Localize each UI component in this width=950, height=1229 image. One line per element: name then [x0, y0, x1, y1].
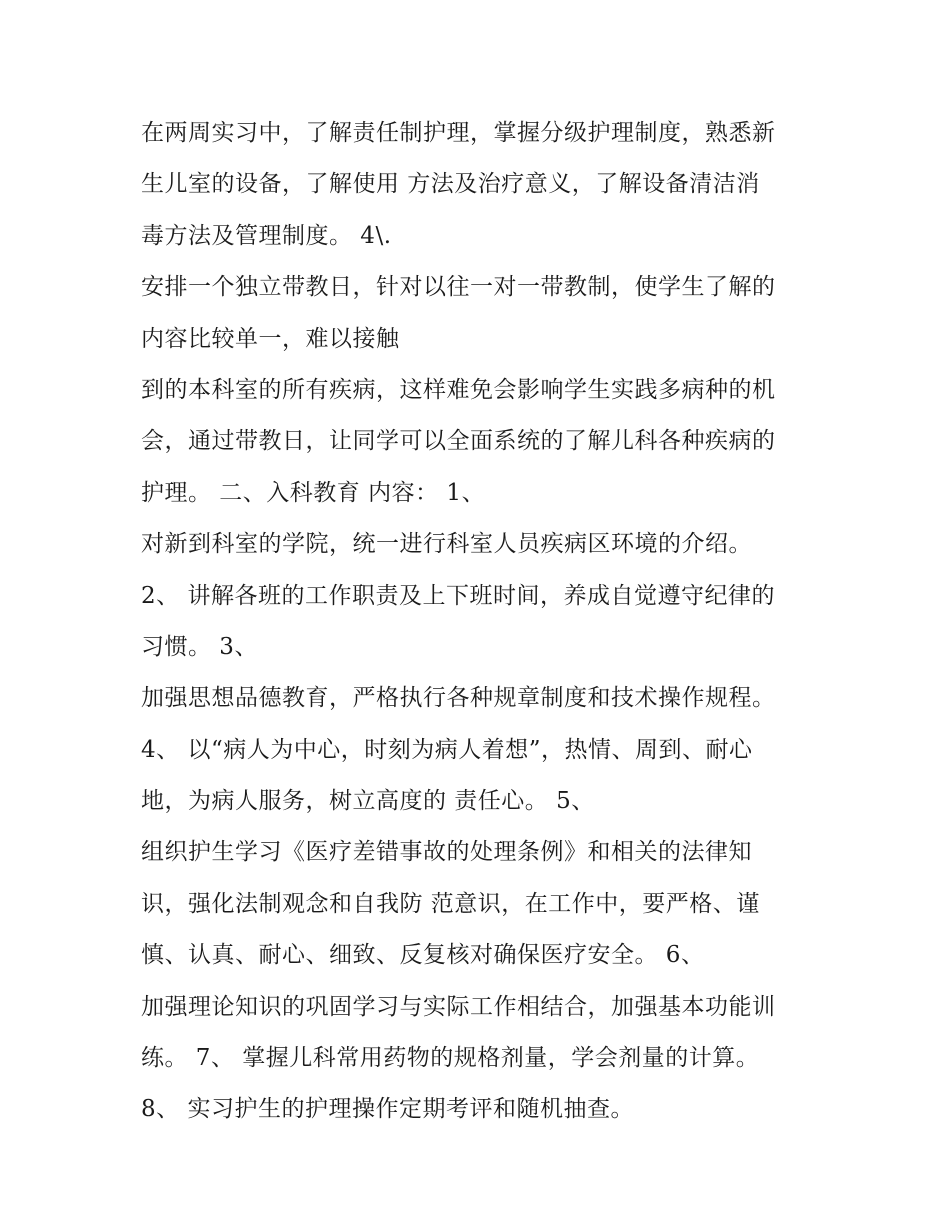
text-line: 习惯。 3、 [141, 633, 258, 660]
text-line: 练。 7、 掌握儿科常用药物的规格剂量，学会剂量的计算。 [141, 1045, 760, 1072]
text-line: 对新到科室的学院，统一进行科室人员疾病区环境的介绍。 [141, 531, 752, 558]
text-line: 生儿室的设备，了解使用 方法及治疗意义，了解设备清洁消 [141, 171, 760, 198]
text-line: 到的本科室的所有疾病，这样难免会影响学生实践多病种的机 [141, 376, 776, 403]
text-line: 加强思想品德教育，严格执行各种规章制度和技术操作规程。 [141, 685, 776, 712]
text-line: 组织护生学习《医疗差错事故的处理条例》和相关的法律知 [141, 839, 752, 866]
document-body [141, 108, 831, 1136]
text-line: 会，通过带教日，让同学可以全面系统的了解儿科各种疾病的 [141, 428, 776, 455]
text-line: 2、 讲解各班的工作职责及上下班时间，养成自觉遵守纪律的 [141, 582, 775, 609]
text-line: 在两周实习中，了解责任制护理，掌握分级护理制度，熟悉新 [141, 120, 776, 146]
text-line: 护理。 二、入科教育 内容： 1、 [141, 479, 486, 506]
text-line: 安排一个独立带教日，针对以往一对一带教制，使学生了解的 [141, 274, 776, 301]
text-line: 加强理论知识的巩固学习与实际工作相结合，加强基本功能训 [141, 993, 776, 1020]
text-line: 8、 实习护生的护理操作定期考评和随机抽查。 [141, 1096, 634, 1123]
text-line: 4、 以“病人为中心，时刻为病人着想”，热情、周到、耐心 [141, 736, 753, 763]
text-line: 内容比较单一，难以接触 [141, 325, 400, 352]
text-line: 毒方法及管理制度。 4\. [141, 222, 392, 249]
text-line: 识，强化法制观念和自我防 范意识，在工作中，要严格、谨 [141, 890, 760, 917]
text-line: 地，为病人服务，树立高度的 责任心。 5、 [141, 788, 595, 815]
text-line: 慎、认真、耐心、细致、反复核对确保医疗安全。 6、 [141, 942, 705, 969]
